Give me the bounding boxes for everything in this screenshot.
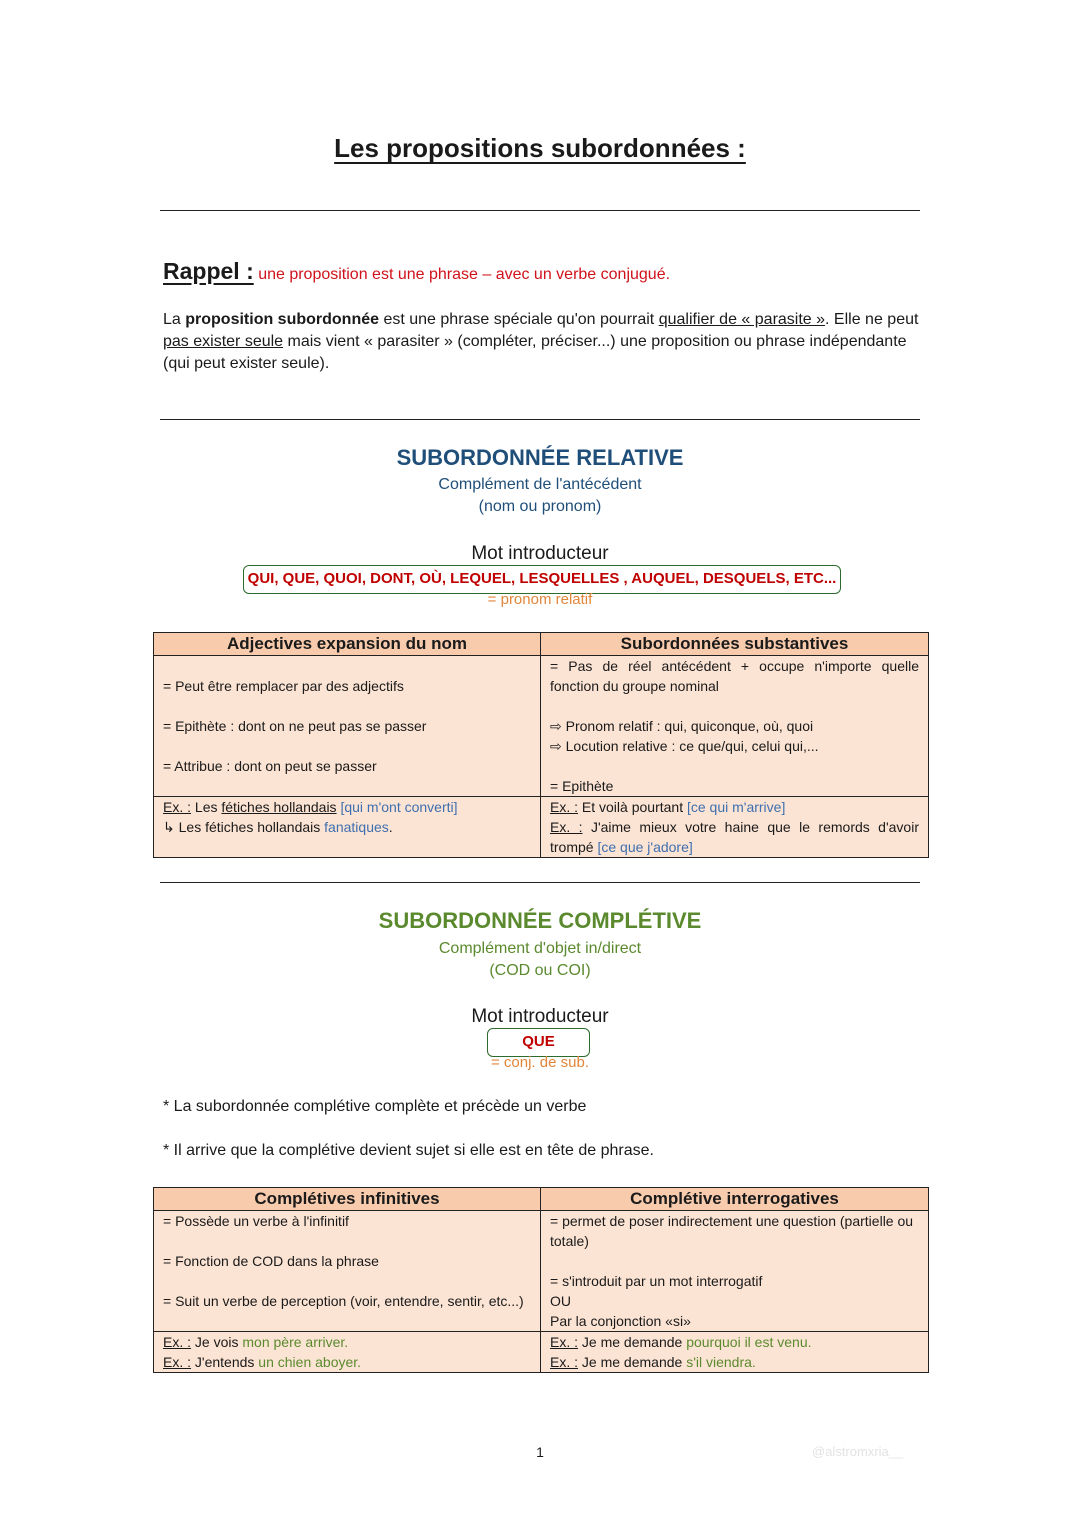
completive-table [153,1187,929,1373]
completive-right-example: Ex. : Je me demande pourquoi il est venu. Ex. : Je me demande s'il viendra. [541,1332,929,1373]
completive-bullet-2: * Il arrive que la complétive devient sujet si elle est en tête de phrase. [163,1142,654,1159]
completive-title: SUBORDONNÉE COMPLÉTIVE [378,908,702,933]
relative-mots-box: QUI, QUE, QUOI, DONT, OÙ, LEQUEL, LESQUELLES , AUQUEL, DESQUELS, ETC... [243,565,841,594]
watermark: @alstromxria__ [812,1444,904,1459]
relative-mot-label: Mot introducteur [471,543,609,564]
divider [160,210,920,211]
intro-paragraph: La proposition subordonnée est une phrase spéciale qu'on pourrait qualifier de « parasite ». Elle ne peut pas exister seule mais vient « parasiter » (compléter, préciser...) une proposition ou phrase indépendante (qui peut exister seule). [163,311,919,372]
relative-subtitle-2: (nom ou pronom) [478,498,602,515]
relative-table-header-left: Adjectives expansion du nom [154,633,541,656]
completive-subtitle-2: (COD ou COI) [489,962,591,979]
page-number: 1 [536,1444,544,1460]
rappel-text: une proposition est une phrase – avec un verbe conjugué. [258,266,671,283]
completive-right-cell: = permet de poser indirectement une question (partielle ou totale) = s'introduit par un mot interrogatif OU Par la conjonction «si» [541,1211,929,1332]
divider [160,882,920,883]
relative-left-example: Ex. : Les fétiches hollandais [qui m'ont converti] ↳ Les fétiches hollandais fanatiques. [154,797,541,858]
completive-table-header-left: Complétives infinitives [154,1188,541,1211]
relative-right-example: Ex. : Et voilà pourtant [ce qui m'arrive] Ex. : J'aime mieux votre haine que le remords d'avoir trompé [ce que j'adore] [541,797,929,858]
rappel-label: Rappel : [163,258,254,284]
relative-table [153,632,929,858]
completive-table-header-right: Complétive interrogatives [541,1188,929,1211]
relative-left-cell: = Peut être remplacer par des adjectifs = Epithète : dont on ne peut pas se passer = Attribue : dont on peut se passer [154,656,541,797]
completive-left-cell: = Possède un verbe à l'infinitif = Fonction de COD dans la phrase = Suit un verbe de perception (voir, entendre, sentir, etc...) [154,1211,541,1332]
rappel-line [163,258,670,285]
divider [160,419,920,420]
completive-left-example: Ex. : Je vois mon père arriver. Ex. : J'entends un chien aboyer. [154,1332,541,1373]
relative-note: = pronom relatif [487,591,593,608]
relative-table-header-right: Subordonnées substantives [541,633,929,656]
completive-mot-box: QUE [487,1028,590,1057]
completive-mot-label: Mot introducteur [471,1006,609,1027]
completive-note: = conj. de sub. [491,1054,589,1071]
completive-subtitle: Complément d'objet in/direct [438,940,642,957]
relative-right-cell: = Pas de réel antécédent + occupe n'importe quelle fonction du groupe nominal ⇨ Pronom relatif : qui, quiconque, où, quoi ⇨ Locution relative : ce que/qui, celui qui,... = Epithète [541,656,929,797]
page-title: Les propositions subordonnées : [334,133,746,163]
relative-title: SUBORDONNÉE RELATIVE [396,445,684,470]
completive-bullet: * La subordonnée complétive complète et précède un verbe [163,1098,587,1115]
relative-subtitle: Complément de l'antécédent [438,476,642,493]
